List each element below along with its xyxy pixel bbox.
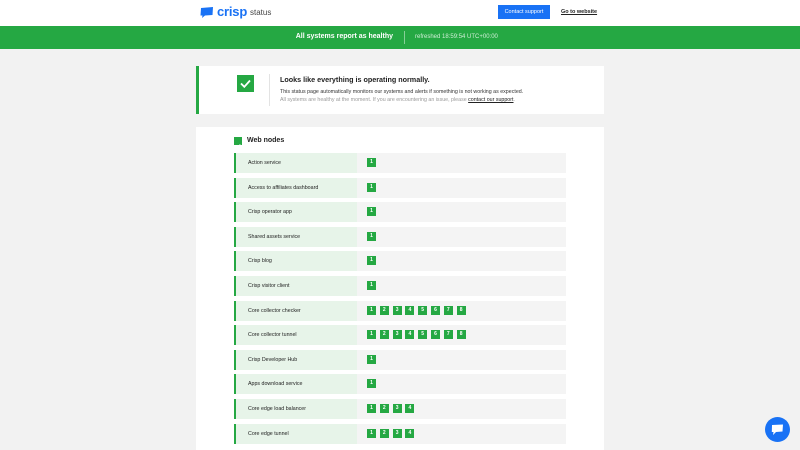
service-label: Crisp Developer Hub: [234, 350, 357, 370]
node-badge[interactable]: 1: [367, 379, 376, 388]
node-list: [367, 404, 418, 413]
go-to-website-link[interactable]: Go to website: [561, 9, 598, 15]
top-navigation-bar: [0, 0, 800, 26]
node-list: [367, 183, 380, 192]
service-label: Core edge tunnel: [234, 424, 357, 444]
service-row: [234, 424, 566, 444]
node-badge[interactable]: 1: [367, 404, 376, 413]
node-badge[interactable]: 2: [380, 306, 389, 315]
node-list: [367, 379, 380, 388]
node-badge[interactable]: 7: [444, 330, 453, 339]
chat-widget-button[interactable]: [765, 417, 790, 442]
contact-support-button[interactable]: Contact support: [498, 5, 550, 19]
notice-support-prefix: All systems are healthy at the moment. If you are encountering an issue, please: [280, 97, 469, 103]
services-panel: [196, 127, 604, 450]
node-list: [367, 306, 469, 315]
node-badge[interactable]: 1: [367, 183, 376, 192]
node-badge[interactable]: 4: [405, 404, 414, 413]
service-row: [234, 178, 566, 198]
service-row: [234, 325, 566, 345]
crisp-logo-icon: [200, 7, 214, 18]
service-row: [234, 153, 566, 173]
node-list: [367, 355, 380, 364]
service-row: [234, 202, 566, 222]
contact-our-support-link[interactable]: contact our support: [468, 97, 514, 103]
status-banner: [0, 26, 800, 49]
service-label: Shared assets service: [234, 227, 357, 247]
checkmark-icon: [234, 137, 242, 145]
node-badge[interactable]: 4: [405, 330, 414, 339]
node-list: [367, 232, 380, 241]
service-row: [234, 399, 566, 419]
node-list: [367, 207, 380, 216]
node-list: [367, 256, 380, 265]
service-label: Apps download service: [234, 374, 357, 394]
service-label: Access to affiliates dashboard: [234, 178, 357, 198]
node-badge[interactable]: 5: [418, 330, 427, 339]
notice-support-suffix: .: [513, 97, 515, 103]
refreshed-timestamp: refreshed 18:59:54 UTC+00:00: [415, 34, 498, 40]
service-label: Crisp operator app: [234, 202, 357, 222]
node-badge[interactable]: 1: [367, 281, 376, 290]
notice-divider: [269, 74, 270, 106]
service-label: Action service: [234, 153, 357, 173]
node-badge[interactable]: 8: [457, 306, 466, 315]
node-badge[interactable]: 4: [405, 306, 414, 315]
status-notice-card: [196, 66, 604, 114]
overall-status-text: All systems report as healthy: [295, 33, 393, 40]
node-badge[interactable]: 1: [367, 207, 376, 216]
node-badge[interactable]: 3: [393, 306, 402, 315]
notice-description: This status page automatically monitors our systems and alerts if something is not working as expected.: [280, 89, 524, 95]
node-badge[interactable]: 6: [431, 330, 440, 339]
logo-text: crisp: [217, 4, 248, 19]
node-badge[interactable]: 3: [393, 429, 402, 438]
service-label: Crisp visitor client: [234, 276, 357, 296]
node-badge[interactable]: 3: [393, 404, 402, 413]
group-title: Web nodes: [247, 137, 285, 144]
notice-title: Looks like everything is operating normally.: [280, 75, 430, 84]
node-list: [367, 158, 380, 167]
node-badge[interactable]: 4: [405, 429, 414, 438]
service-row: [234, 374, 566, 394]
node-badge[interactable]: 8: [457, 330, 466, 339]
node-badge[interactable]: 5: [418, 306, 427, 315]
crisp-logo[interactable]: [200, 6, 247, 18]
app-name: status: [250, 8, 272, 17]
node-badge[interactable]: 1: [367, 158, 376, 167]
node-badge[interactable]: 1: [367, 232, 376, 241]
node-badge[interactable]: 2: [380, 429, 389, 438]
service-label: Core collector tunnel: [234, 325, 357, 345]
service-row: [234, 227, 566, 247]
notice-support-text: [280, 97, 515, 103]
service-row: [234, 301, 566, 321]
node-badge[interactable]: 2: [380, 330, 389, 339]
service-label: Core collector checker: [234, 301, 357, 321]
service-label: Core edge load balancer: [234, 399, 357, 419]
node-badge[interactable]: 7: [444, 306, 453, 315]
node-badge[interactable]: 1: [367, 256, 376, 265]
node-list: [367, 330, 469, 339]
node-badge[interactable]: 1: [367, 330, 376, 339]
node-badge[interactable]: 1: [367, 429, 376, 438]
node-badge[interactable]: 2: [380, 404, 389, 413]
node-badge[interactable]: 1: [367, 306, 376, 315]
service-row: [234, 276, 566, 296]
node-list: [367, 429, 418, 438]
banner-separator: [404, 31, 405, 44]
service-label: Crisp blog: [234, 251, 357, 271]
node-badge[interactable]: 3: [393, 330, 402, 339]
checkmark-icon: [237, 75, 254, 92]
service-row: [234, 350, 566, 370]
node-list: [367, 281, 380, 290]
node-badge[interactable]: 6: [431, 306, 440, 315]
node-badge[interactable]: 1: [367, 355, 376, 364]
chat-bubble-icon: [771, 424, 784, 436]
service-row: [234, 251, 566, 271]
